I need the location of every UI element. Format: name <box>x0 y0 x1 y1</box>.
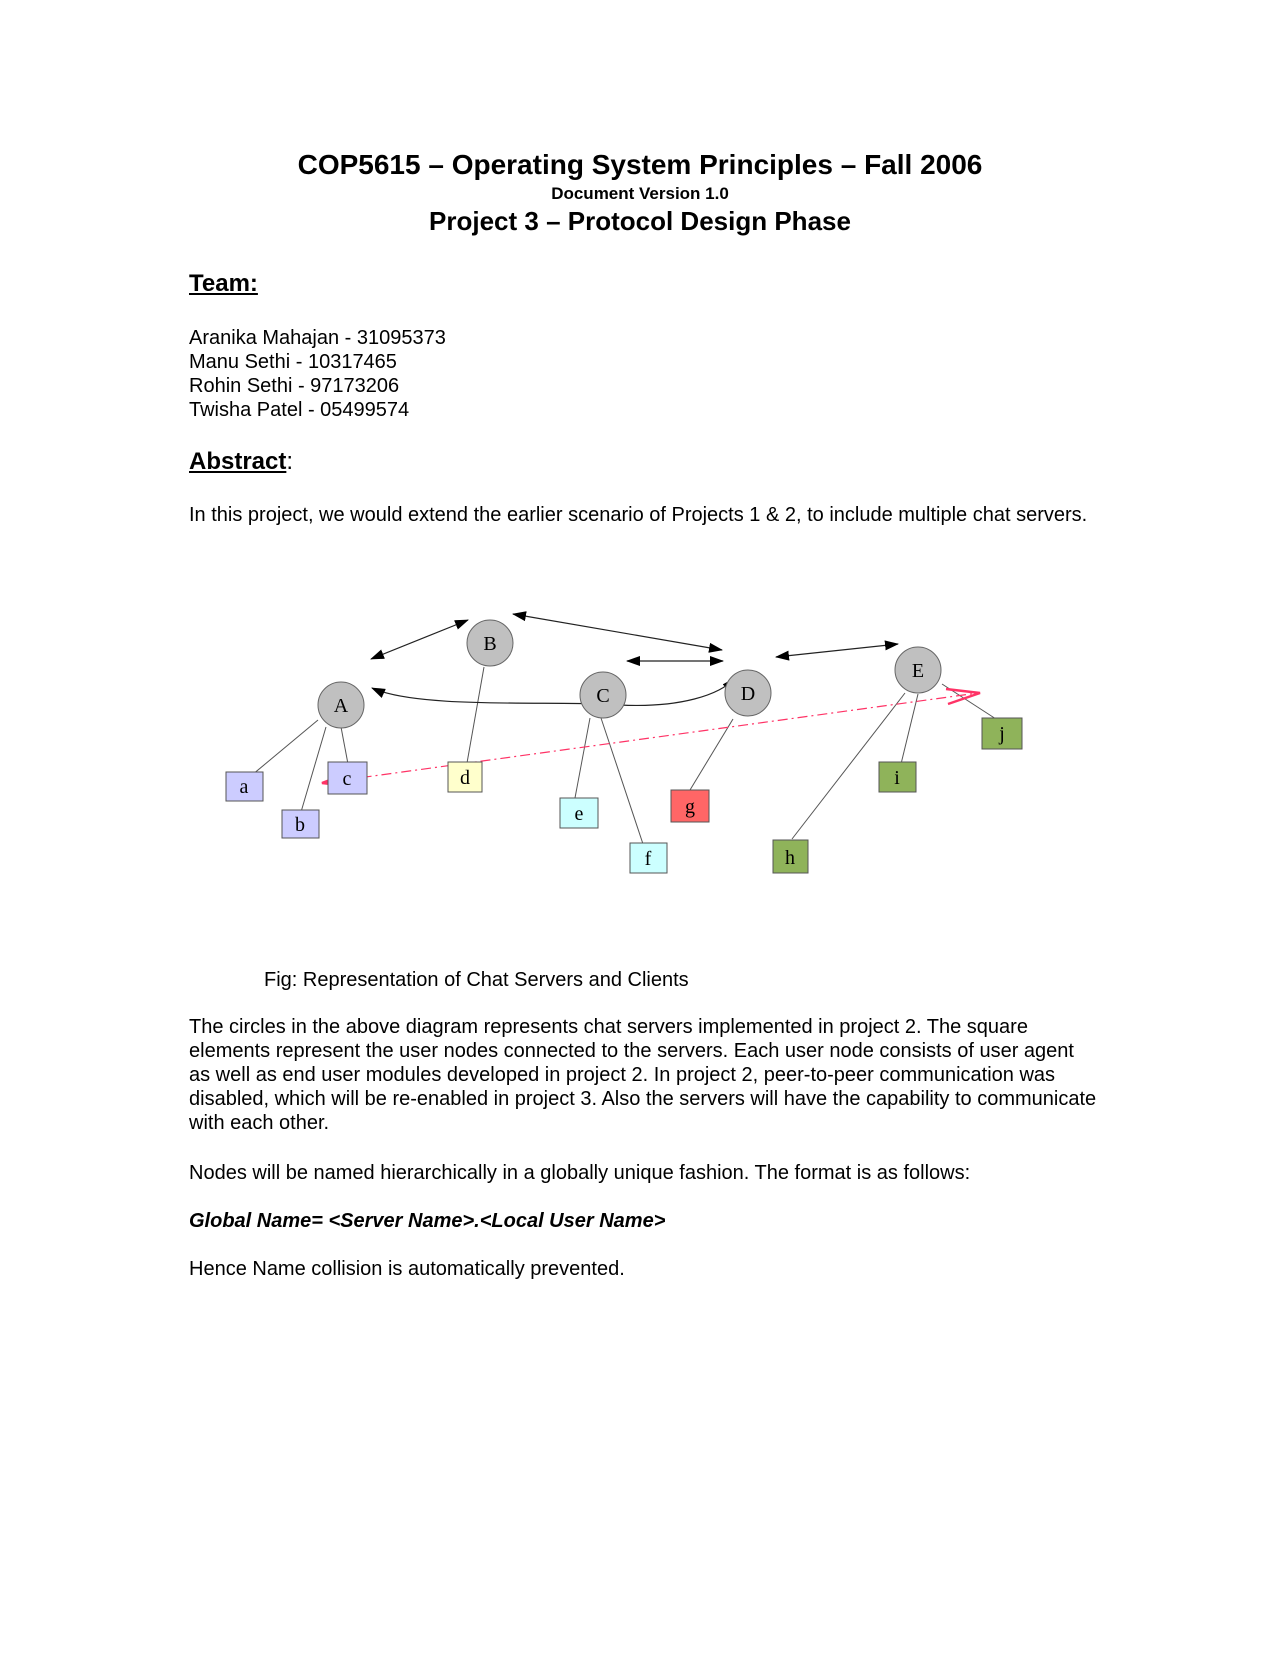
server-labels <box>334 633 924 717</box>
client-label: b <box>295 814 305 836</box>
link-B-D <box>513 614 722 650</box>
client-label: j <box>999 723 1005 745</box>
team-member: Aranika Mahajan - 31095373 <box>189 327 446 349</box>
abstract-heading-colon: : <box>286 448 294 475</box>
client-labels <box>240 723 1005 870</box>
client-label: f <box>644 848 652 870</box>
link-g-D <box>690 719 733 790</box>
link-f-C <box>601 718 644 847</box>
link-D-E <box>776 644 898 657</box>
abstract-heading-label: Abstract <box>189 448 287 475</box>
team-member: Twisha Patel - 05499574 <box>189 399 410 421</box>
abstract-heading <box>189 448 293 476</box>
server-label: D <box>740 683 756 705</box>
server-label: E <box>911 660 925 682</box>
client-label: d <box>460 767 470 789</box>
figure-caption: Fig: Representation of Chat Servers and Clients <box>264 969 689 991</box>
client-label: c <box>342 768 352 790</box>
body-paragraph: Hence Name collision is automatically prevented. <box>189 1258 625 1280</box>
link-A-B <box>371 620 468 659</box>
chat-network-diagram <box>0 600 1280 900</box>
server-label: B <box>483 633 497 655</box>
global-name-formula: Global Name= <Server Name>.<Local User Name> <box>189 1210 666 1232</box>
team-heading-label: Team: <box>189 270 258 297</box>
link-b-A <box>301 727 326 812</box>
servers <box>318 620 941 728</box>
link-A-D <box>372 678 735 705</box>
client-label: a <box>239 776 249 798</box>
team-heading <box>189 270 258 298</box>
server-links <box>371 614 898 705</box>
document-title: COP5615 – Operating System Principles – Fall 2006 <box>297 149 983 180</box>
client-label: e <box>574 803 584 825</box>
abstract-text: In this project, we would extend the earlier scenario of Projects 1 & 2, to include multiple chat servers. <box>189 504 1088 526</box>
link-i-E <box>901 694 918 764</box>
body-paragraph: The circles in the above diagram represents chat servers implemented in project 2. The square elements represent the user nodes connected to the servers. Each user node consists of user agent as well as end user modules developed in project 2. In project 2, peer-to-peer communication was disabled, which will be re-enabled in project 3. Also the servers will have the capability to communicate with each other. <box>189 1016 1097 1134</box>
client-label: h <box>785 847 795 869</box>
link-e-C <box>575 718 590 798</box>
document-subtitle: Project 3 – Protocol Design Phase <box>429 206 851 236</box>
server-label: C <box>596 685 610 707</box>
client-label: i <box>894 767 900 789</box>
team-members-list <box>189 326 1089 422</box>
link-a-A <box>252 720 318 775</box>
link-c-A <box>341 727 348 764</box>
body-paragraph: Nodes will be named hierarchically in a globally unique fashion. The format is as follows: <box>189 1162 971 1184</box>
client-label: g <box>685 796 695 818</box>
link-d-B <box>467 667 484 763</box>
server-label: A <box>333 695 349 717</box>
document-version: Document Version 1.0 <box>551 184 729 203</box>
team-member: Manu Sethi - 10317465 <box>189 351 397 373</box>
team-member: Rohin Sethi - 97173206 <box>189 375 400 397</box>
